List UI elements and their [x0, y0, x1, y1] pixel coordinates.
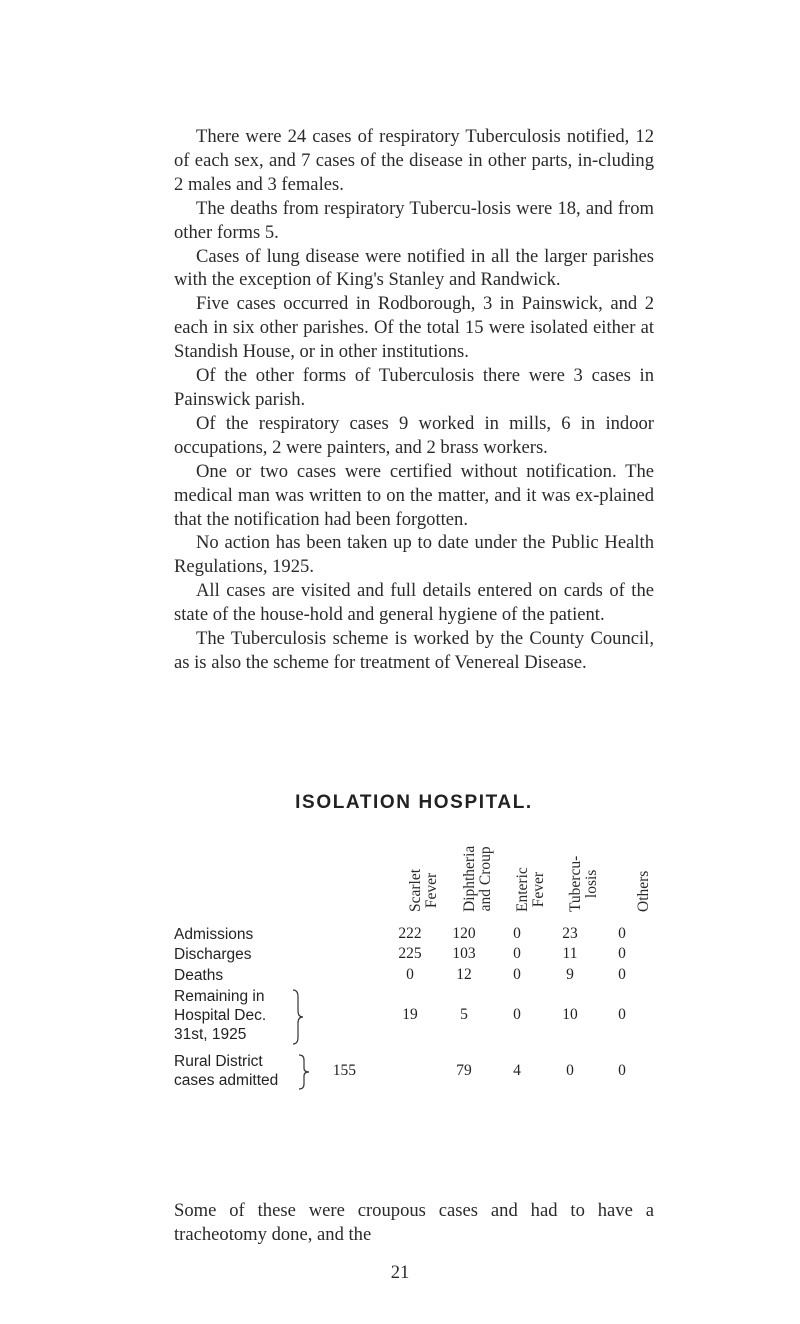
table-cell: 10 — [562, 1006, 578, 1023]
table-row — [174, 987, 654, 1047]
page-number: 21 — [390, 1262, 410, 1283]
paragraph-3: Cases of lung disease were notified in all the larger parishes with the exception of King's Stanley and Randwick. — [174, 245, 654, 291]
paragraph-8: No action has been taken up to date under the Public Health Regulations, 1925. — [174, 532, 654, 578]
table-cell: 0 — [566, 1062, 574, 1079]
table-row — [174, 945, 654, 965]
column-header-enteric-fever: Enteric Fever — [514, 867, 547, 912]
row-label: Rural District — [174, 1053, 263, 1070]
column-header-tuberculosis: Tubercu- losis — [567, 855, 600, 912]
table-cell: 0 — [618, 966, 626, 983]
row-label: Remaining in — [174, 988, 265, 1005]
paragraph-1: There were 24 cases of respiratory Tuberculosis notified, 12 of each sex, and 7 cases of the disease in other parts, in-cluding 2 males and 3 females. — [174, 126, 654, 195]
paragraph-10: The Tuberculosis scheme is worked by the County Council, as is also the scheme for treatment of Venereal Disease. — [174, 628, 654, 673]
table-cell: 225 — [398, 945, 422, 962]
table-cell: 12 — [456, 966, 472, 983]
closing-paragraph: Some of these were croupous cases and had to have a tracheotomy done, and the — [174, 1200, 654, 1245]
body-text — [174, 125, 654, 675]
table-cell: 0 — [618, 945, 626, 962]
table-cell: 19 — [402, 1006, 418, 1023]
table-cell: 79 — [456, 1062, 472, 1079]
row-label: Deaths — [174, 967, 224, 984]
row-label: 31st, 1925 — [174, 1026, 247, 1043]
table-cell: 103 — [452, 945, 476, 962]
table-cell: 5 — [460, 1006, 468, 1023]
row-label: cases admitted — [174, 1072, 279, 1089]
table-cell: 23 — [562, 925, 578, 942]
paragraph-2: The deaths from respiratory Tubercu-losis were 18, and from other forms 5. — [174, 197, 654, 243]
table-cell: 9 — [566, 966, 574, 983]
table-title: ISOLATION HOSPITAL. — [295, 792, 533, 813]
column-header-others: Others — [635, 870, 652, 912]
row-label: Hospital Dec. — [174, 1007, 267, 1024]
row-label: Admissions — [174, 926, 254, 943]
table-row — [174, 1052, 654, 1092]
paragraph-9: All cases are visited and full details entered on cards of the state of the house-hold and general hygiene of the patient. — [174, 580, 654, 626]
table-cell: 120 — [452, 925, 476, 942]
table-cell: 11 — [562, 945, 578, 962]
row-label: Discharges — [174, 946, 252, 963]
table-cell: 155 — [332, 1062, 356, 1079]
table-cell: 0 — [513, 925, 521, 942]
paragraph-7: One or two cases were certified without notification. The medical man was written to on the matter, and it was ex-plained that the notification had been forgotten. — [174, 460, 654, 530]
table-row — [174, 966, 654, 986]
paragraph-6: Of the respiratory cases 9 worked in mills, 6 in indoor occupations, 2 were painters, and 2 brass workers. — [174, 412, 654, 458]
table-cell: 0 — [513, 945, 521, 962]
table-cell: 222 — [398, 925, 422, 942]
table-cell: 0 — [513, 1006, 521, 1023]
paragraph-5: Of the other forms of Tuberculosis there were 3 cases in Painswick parish. — [174, 365, 654, 410]
table-row — [174, 925, 654, 945]
table-cell: 0 — [618, 1062, 626, 1079]
table-cell: 0 — [618, 925, 626, 942]
column-header-scarlet-fever: Scarlet Fever — [407, 868, 440, 912]
table-cell: 0 — [406, 966, 414, 983]
column-header-diphtheria: Diphtheria and Croup — [461, 845, 494, 912]
table-cell: 0 — [513, 966, 521, 983]
table-cell: 0 — [618, 1006, 626, 1023]
paragraph-4: Five cases occurred in Rodborough, 3 in Painswick, and 2 each in six other parishes. Of the total 15 were isolated either at Standish House, or in other institutions. — [174, 293, 654, 363]
brace-icon — [292, 989, 304, 1045]
table-cell: 4 — [513, 1062, 521, 1079]
